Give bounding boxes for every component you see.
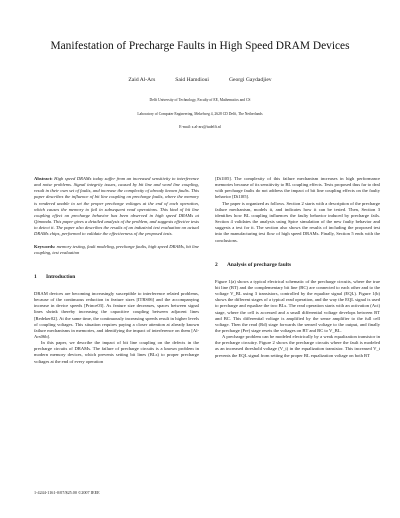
section-number: 2 <box>215 261 218 268</box>
analysis-paragraph-2: A precharge problem can be modeled electrically by a weak equalization transistor in the precharge circuitry. Figure 2 shows the precharge circuits where the fault is modeled as an increased threshold voltage (V_t) in the equalization transistor. This increased V_t prevents the EQL signal from setting the proper BL equalization voltage on both BT <box>215 334 380 358</box>
paper-title: Manifestation of Precharge Faults in High Speed DRAM Devices <box>50 40 350 52</box>
keywords-label: Keywords: <box>34 243 56 249</box>
author-name: Georgi Gaydadjiev <box>228 77 272 83</box>
intro-paragraph-1: DRAM devices are becoming increasingly susceptible to interference related problems, because of the continuous reduction in feature sizes [ITRS06] and the accompanying increase in device speeds [Prince03]. As feature size decreases, spaces between signal lines shrink thereby increasing the capacitive coupling between adjacent lines [Redeker02]. At the same time, the continuously increasing speeds result in higher levels of coupling voltages. This situation requires paying a closer attention at already known failure mechanisms in memories, and identifying the impact of interference on them [Al-Ars06b]. <box>34 290 199 339</box>
right-paragraph-2: The paper is organized as follows. Section 2 starts with a description of the precharge failure mechanism, models it, and indicates how it can be tested. Then, Section 3 identifies how BL coupling influences the faulty behavior induced by precharge fails. Section 4 validates the analysis using Spice simulation of the new faulty behavior and suggests a test for it. The section also shows the results of including the proposed test into the manufacturing test flow of high speed DRAMs. Finally, Section 5 ends with the conclusions. <box>215 200 380 243</box>
right-paragraph-1: [Di1l05]. The complexity of this failure mechanism increases in high performance memories because of its sensitivity to BL coupling effects. Tests proposed thus far to deal with precharge faults do not address the impact of bit line coupling effects on the faulty behavior [Di1l05]. <box>215 176 380 200</box>
keywords <box>34 244 199 256</box>
left-column <box>34 176 199 365</box>
affiliation-laboratory: Laboratory of Computer Engineering, Mekelweg 4, 2628 CD Delft, The Netherlands <box>137 112 263 116</box>
section-title: Analysis of precharge faults <box>227 261 292 268</box>
keywords-text: memory testing, fault modeling, precharge faults, high speed DRAMs, bit line coupling, test evaluation <box>34 243 199 255</box>
section-number: 1 <box>34 273 37 280</box>
copyright-footer: 1-4244-1161-0/07/$25.00 ©2007 IEEE <box>34 490 100 495</box>
author-name: Zaid Al-Ars <box>128 77 156 83</box>
intro-paragraph-2: In this paper, we describe the impact of bit line coupling on the defects in the precharge circuits of DRAMs. The failure of precharge circuits is a known problem in modern memory devices, which prevents setting bit lines (BLs) to proper precharge voltages at the end of every operation <box>34 340 199 364</box>
affiliation-university: Delft University of Technology, Faculty of EE, Mathematics and CS <box>149 98 251 102</box>
abstract <box>34 176 199 238</box>
abstract-label: Abstract: <box>34 176 53 181</box>
author-list <box>0 77 400 84</box>
analysis-paragraph-1: Figure 1(a) shows a typical electrical schematic of the precharge circuits, where the true bit line (BT) and the complementary bit line (BC) are connected to each other and to the voltage V_BL using 3 transistors, controlled by the equalize signal (EQL). Figure 1(b) shows the different stages of a typical read operation, and the way the EQL signal is used to precharge and equalize the two BLs. The read operation starts with an activation (Act) stage, where the cell is accessed and a small differential voltage develops between BT and BC. This differential voltage is amplified by the sense amplifier to the full cell voltage. Then the read (Rd) stage forwards the sensed voltage to the output, and finally the precharge (Pre) stage resets the voltages on BT and BC to V_BL. <box>215 278 380 333</box>
right-column <box>215 176 380 359</box>
author-name: Said Hamdioui <box>175 77 209 83</box>
section-title: Introduction <box>46 273 76 280</box>
author-email: E-mail: z.al-ars@tudelft.nl <box>179 125 221 129</box>
abstract-text: High speed DRAMs today suffer from an increased sensitivity to interference and noise problems. Signal integrity issues, caused by bit line and word line coupling, result in their own set of faults, and increase the complexity of already known faults. This paper describes the influence of bit line coupling on precharge faults, where the memory is rendered unable to set the proper precharge voltages at the end of each operation, which causes the memory to fail in subsequent read operations. This kind of bit line coupling effect on precharge behavior has been observed in high speed DRAMs at Qimonda. This paper gives a detailed analysis of the problem, and suggests effective tests to detect it. The paper also describes the results of an industrial test evaluation on actual DRAMs chips, performed to validate the effectiveness of the proposed tests. <box>34 176 199 237</box>
section-heading-analysis <box>215 262 380 269</box>
section-heading-introduction <box>34 274 199 281</box>
